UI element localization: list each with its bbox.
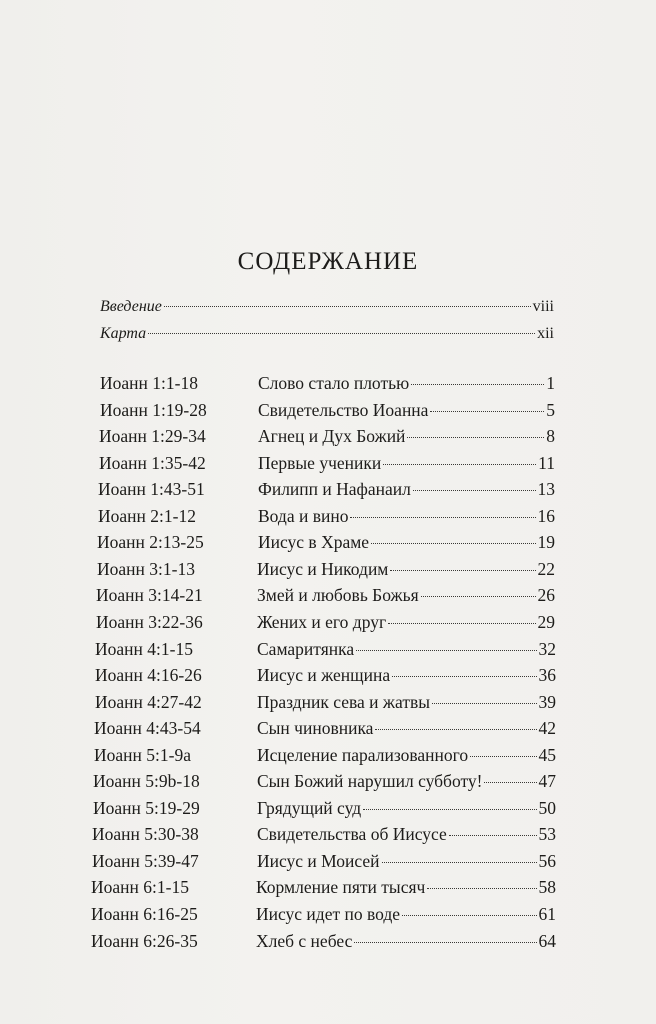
toc-row [0,529,656,555]
chapter-title: Вода и вино [258,505,349,526]
page-number: 53 [538,824,556,845]
scripture-reference: Иоанн 6:26-35 [91,930,198,951]
show-through-text [326,35,646,160]
page-number: 32 [538,638,556,659]
front-matter-item [100,298,554,316]
page-number: 58 [538,877,556,898]
chapter-title: Слово стало плотью [258,373,410,393]
scripture-reference: Иоанн 1:35-42 [99,452,206,473]
front-matter-page: xii [537,325,554,342]
toc-entry [258,450,555,476]
front-matter-label: Введение [100,298,162,315]
chapter-title: Свидетельство Иоанна [258,399,429,420]
toc-entry [257,582,555,608]
dot-leader [392,676,536,677]
scripture-reference: Иоанн 5:30-38 [92,824,199,845]
chapter-title: Самаритянка [257,638,355,659]
toc-row [0,556,656,582]
page-number: 19 [537,532,555,553]
toc-row [0,689,656,715]
dot-leader [375,729,536,730]
toc-entry [258,476,555,502]
toc-entry [257,609,555,635]
chapter-title: Филипп и Нафанаил [258,479,411,500]
toc-row [0,715,656,741]
toc-entry [256,928,556,954]
chapter-title: Жених и его друг [257,611,387,632]
toc-row [0,397,656,423]
scripture-reference: Иоанн 5:9b-18 [93,771,200,792]
page-number: 1 [546,373,555,393]
toc-row [0,848,656,874]
chapter-title: Первые ученики [258,452,382,473]
dot-leader [421,596,536,597]
dot-leader [449,835,537,836]
toc-entry [258,423,555,449]
page-number: 45 [538,744,556,765]
dot-leader [484,782,536,783]
chapter-title: Иисус и Моисей [257,850,380,871]
page-number: 13 [537,479,555,500]
toc-row [0,874,656,900]
toc-row [0,370,656,396]
dot-leader [390,570,535,571]
page-number: 22 [537,558,555,579]
toc-entry [257,795,556,821]
dot-leader [413,490,536,491]
scripture-reference: Иоанн 4:27-42 [95,691,202,712]
toc-entry [258,370,555,396]
page-number: 8 [546,426,555,447]
chapter-title: Агнец и Дух Божий [258,426,406,447]
page-number: 50 [538,797,556,818]
toc-row [0,503,656,529]
scripture-reference: Иоанн 3:22-36 [96,611,203,632]
scripture-reference: Иоанн 5:19-29 [93,797,200,818]
toc-row [0,662,656,688]
toc-entry [257,848,556,874]
page-number: 64 [538,930,556,951]
scripture-reference: Иоанн 3:1-13 [97,558,195,579]
toc-entry [257,636,556,662]
page-number: 42 [538,718,556,739]
toc-entry [257,662,556,688]
dot-leader [470,756,536,757]
toc-row [0,821,656,847]
toc-entry [256,874,556,900]
front-matter-page: viii [532,298,554,315]
chapter-title: Исцеление парализованного [257,744,469,765]
scripture-reference: Иоанн 2:13-25 [97,532,204,553]
toc-entry [257,742,556,768]
chapter-title: Иисус в Храме [258,532,370,553]
toc-row [0,582,656,608]
dot-leader [430,411,544,412]
toc-entry [258,503,555,529]
chapter-title: Змей и любовь Божья [257,585,419,606]
dot-leader [383,464,536,465]
toc-entry [257,556,555,582]
toc-row [0,609,656,635]
dot-leader [382,862,537,863]
scripture-reference: Иоанн 1:43-51 [98,479,205,500]
page-number: 16 [537,505,555,526]
dot-leader [350,517,535,518]
dot-leader [356,650,536,651]
dot-leader [427,888,536,889]
dot-leader [432,703,536,704]
page-number: 29 [537,611,555,632]
scripture-reference: Иоанн 5:1-9a [94,744,191,765]
chapter-title: Иисус и женщина [257,665,391,686]
toc-entry [256,901,556,927]
page-title: СОДЕРЖАНИЕ [237,248,419,275]
scripture-reference: Иоанн 6:16-25 [91,904,198,924]
chapter-title: Иисус идет по воде [256,904,401,924]
scripture-reference: Иоанн 1:19-28 [100,399,207,420]
scripture-reference: Иоанн 5:39-47 [92,850,199,871]
chapter-title: Кормление пяти тысяч [256,877,426,898]
scripture-reference: Иоанн 4:43-54 [94,718,201,739]
toc-entry [257,821,556,847]
chapter-title: Грядущий суд [257,797,362,818]
front-matter-label: Карта [100,325,147,342]
dot-leader [402,915,536,916]
page-number: 39 [538,691,556,712]
scripture-reference: Иоанн 6:1-15 [91,877,189,898]
toc-entry [257,715,556,741]
scripture-reference: Иоанн 3:14-21 [96,585,203,606]
scripture-reference: Иоанн 1:29-34 [99,426,206,447]
toc-entry [258,397,555,423]
page-number: 56 [538,850,556,871]
toc-row [0,768,656,794]
chapter-title: Свидетельства об Иисусе [257,824,447,845]
scripture-reference: Иоанн 4:16-26 [95,665,202,686]
chapter-title: Сын Божий нарушил субботу! [257,771,483,792]
dot-leader [371,543,535,544]
scripture-reference: Иоанн 1:1-18 [100,373,198,393]
toc-row [0,423,656,449]
toc-row [0,636,656,662]
dot-leader [354,942,536,943]
toc-row [0,901,656,927]
page-number: 26 [537,585,555,606]
toc-entry [257,768,556,794]
toc-entry [258,529,555,555]
dot-leader [363,809,536,810]
chapter-title: Хлеб с небес [256,930,353,951]
toc-entry [257,689,556,715]
scripture-reference: Иоанн 2:1-12 [98,505,196,526]
page-number: 11 [538,452,555,473]
toc-row [0,450,656,476]
toc-row [0,928,656,954]
scripture-reference: Иоанн 4:1-15 [95,638,193,659]
page-number: 61 [538,904,556,924]
dot-leader [164,306,531,307]
chapter-title: Праздник сева и жатвы [257,691,431,712]
front-matter-item [100,325,554,343]
page-number: 5 [546,399,555,420]
dot-leader [407,437,544,438]
toc-row [0,795,656,821]
page-number: 47 [538,771,556,792]
toc-row [0,742,656,768]
dot-leader [148,333,535,334]
toc-row [0,476,656,502]
dot-leader [411,384,544,385]
chapter-title: Сын чиновника [257,718,374,739]
page-number: 36 [538,665,556,686]
dot-leader [388,623,535,624]
chapter-title: Иисус и Никодим [257,558,389,579]
